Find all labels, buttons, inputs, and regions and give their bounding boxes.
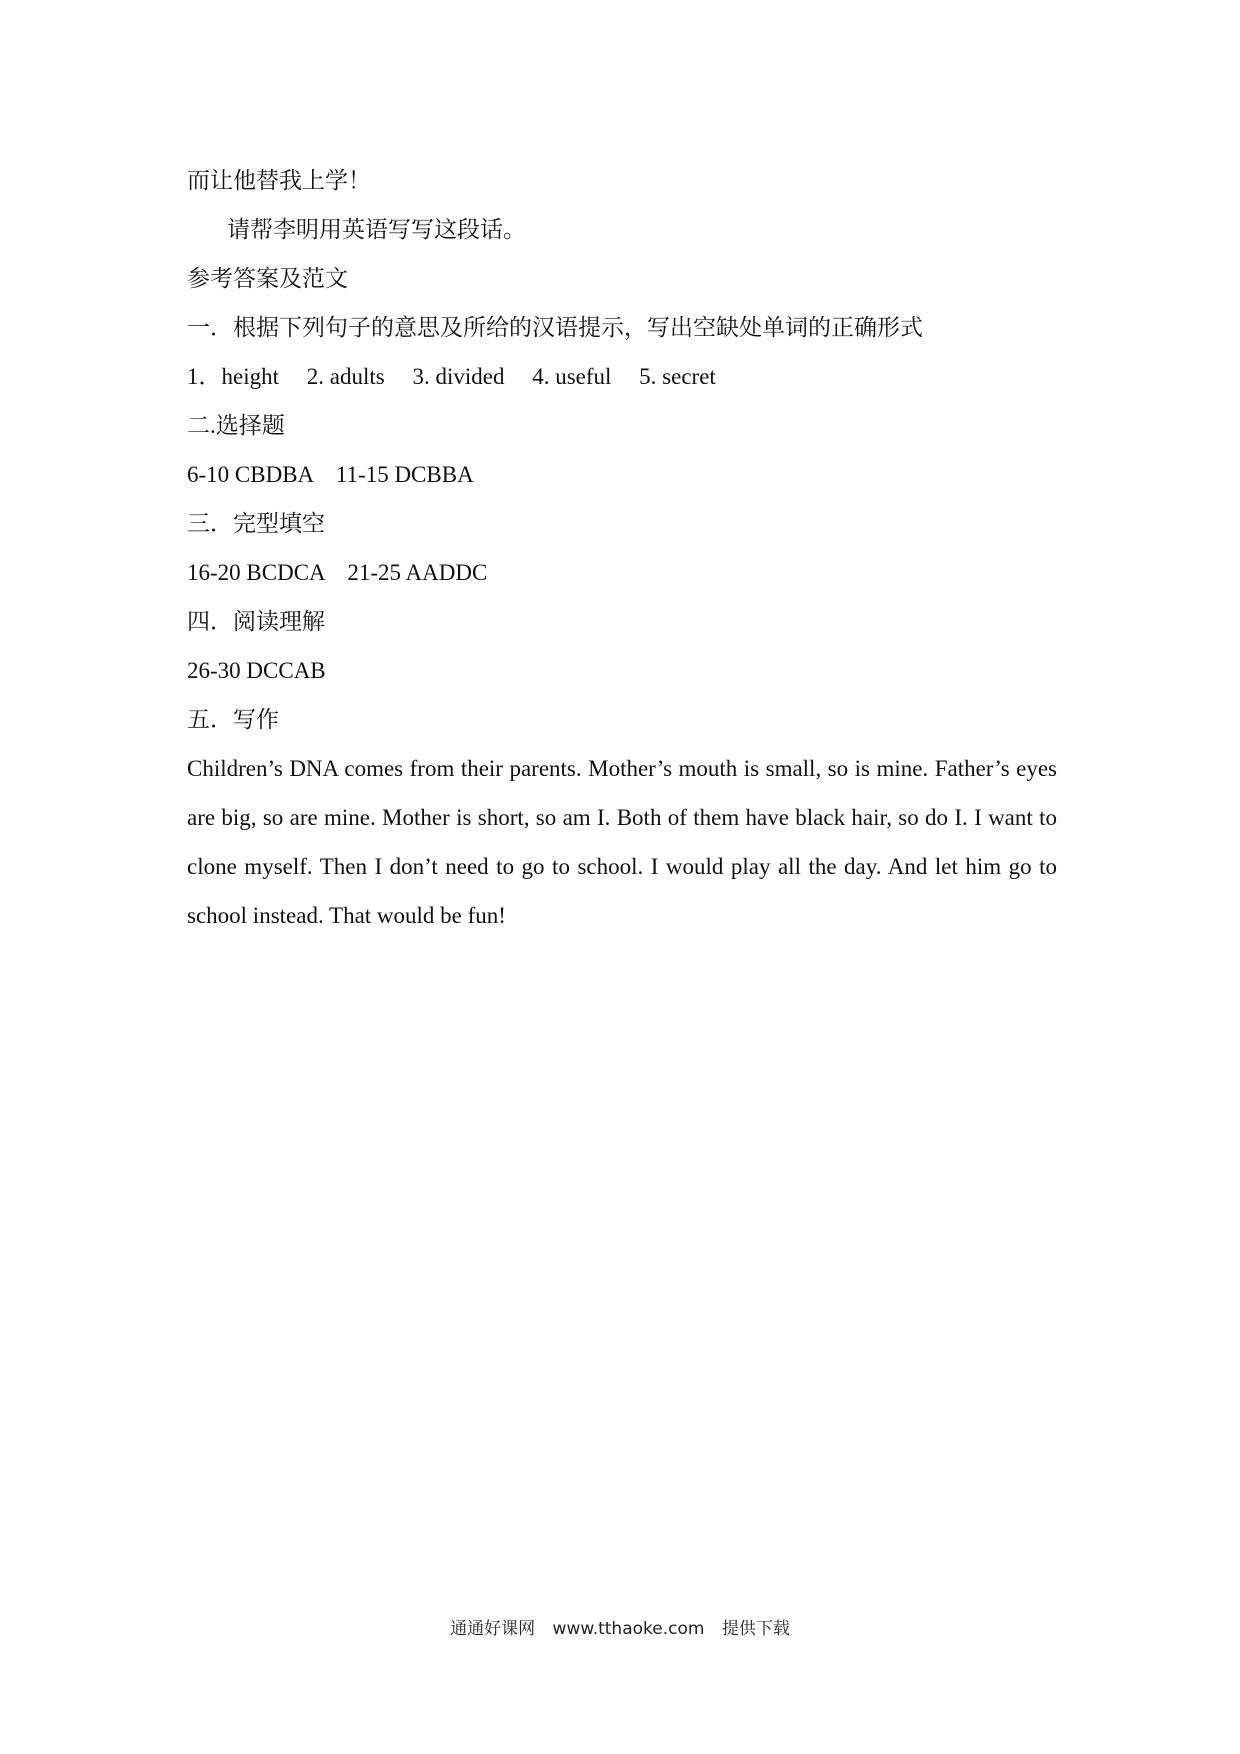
section-1-answers bbox=[187, 352, 1057, 401]
answer-1: 1．height bbox=[187, 364, 279, 389]
section-3-heading: 三．完型填空 bbox=[187, 511, 325, 536]
instruction-line: 请帮李明用英语写写这段话。 bbox=[227, 217, 526, 242]
footer-site-name: 通通好课网 bbox=[450, 1619, 536, 1639]
footer-url-link[interactable]: www.tthaoke.com bbox=[552, 1619, 705, 1639]
section-4-heading: 四．阅读理解 bbox=[187, 609, 325, 634]
model-essay: Children’s DNA comes from their parents. Mother’s mouth is small, so is mine. Father’s eyes are big, so are mine. Mother is short, so am I. Both of them have black hair, so do I. I want to clone myself. Then I don’t need to go to school. I would play all the day. And let him go to school instead. That would be fun! bbox=[187, 756, 1057, 928]
answer-4: 4. useful bbox=[532, 364, 612, 389]
section-4-answers: 26-30 DCCAB bbox=[187, 658, 326, 683]
answer-3: 3. divided bbox=[412, 364, 505, 389]
answer-key-heading: 参考答案及范文 bbox=[187, 266, 348, 291]
section-2-answers: 6-10 CBDBA 11-15 DCBBA bbox=[187, 462, 474, 487]
answer-2: 2. adults bbox=[306, 364, 385, 389]
section-3-answers: 16-20 BCDCA 21-25 AADDC bbox=[187, 560, 488, 585]
section-2-heading: 二.选择题 bbox=[187, 413, 285, 438]
section-1-heading: 一．根据下列句子的意思及所给的汉语提示，写出空缺处单词的正确形式 bbox=[187, 315, 923, 340]
page-footer bbox=[0, 1614, 1240, 1639]
section-5-heading: 五．写作 bbox=[187, 707, 279, 732]
footer-suffix: 提供下载 bbox=[721, 1619, 790, 1639]
answer-5: 5. secret bbox=[639, 364, 716, 389]
document-body bbox=[187, 156, 1057, 940]
text-line: 而让他替我上学！ bbox=[187, 168, 371, 193]
